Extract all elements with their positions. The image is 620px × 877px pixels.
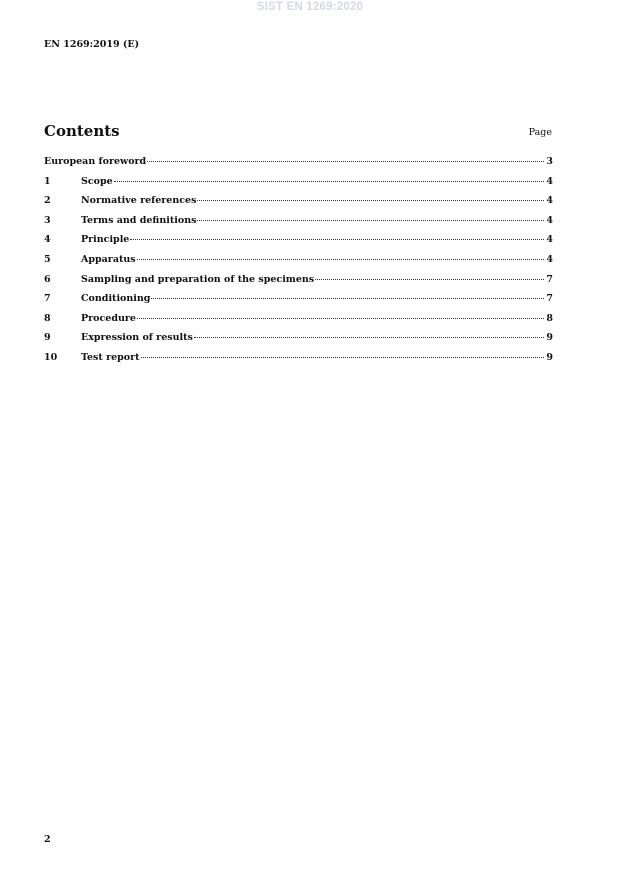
toc-entry-page: 9 [546, 332, 553, 344]
toc-leader-dots [114, 181, 545, 182]
watermark: SIST EN 1269:2020 [256, 1, 364, 13]
toc-entry-page: 4 [546, 175, 553, 187]
table-of-contents [44, 156, 553, 372]
toc-entry-page: 4 [546, 195, 553, 207]
toc-entry-sampling[interactable] [44, 274, 553, 294]
toc-entry-title: Terms and definitions [81, 214, 197, 226]
toc-leader-dots [194, 337, 545, 338]
toc-entry-number: 10 [44, 351, 58, 363]
page-number: 2 [44, 834, 51, 845]
toc-entry-title: Test report [81, 351, 140, 363]
contents-title: Contents [44, 122, 120, 140]
toc-leader-dots [130, 239, 544, 240]
toc-entry-number: 6 [44, 273, 51, 285]
toc-entry-page: 4 [546, 214, 553, 226]
toc-entry-test-report[interactable] [44, 352, 553, 372]
toc-leader-dots [137, 318, 544, 319]
toc-entry-number: 7 [44, 293, 51, 305]
toc-leader-dots [197, 220, 544, 221]
toc-entry-page: 7 [546, 293, 553, 305]
toc-entry-number: 5 [44, 253, 51, 265]
toc-entry-number: 9 [44, 332, 51, 344]
toc-entry-title: Scope [81, 175, 113, 187]
toc-entry-apparatus[interactable] [44, 254, 553, 274]
toc-leader-dots [315, 279, 544, 280]
toc-entry-title: Sampling and preparation of the specimens [81, 273, 315, 285]
toc-entry-number: 2 [44, 195, 51, 207]
toc-entry-title: Apparatus [81, 253, 136, 265]
toc-entry-title: Expression of results [81, 332, 193, 344]
toc-entry-number: 8 [44, 312, 51, 324]
toc-leader-dots [137, 259, 545, 260]
toc-entry-principle[interactable] [44, 234, 553, 254]
toc-entry-title: Principle [81, 234, 130, 246]
toc-entry-page: 8 [546, 312, 553, 324]
toc-entry-expression-of-results[interactable] [44, 332, 553, 352]
toc-leader-dots [197, 200, 544, 201]
toc-entry-title: Normative references [81, 195, 197, 207]
toc-leader-dots [147, 161, 544, 162]
toc-entry-page: 4 [546, 234, 553, 246]
page-column-label: Page [528, 127, 552, 138]
toc-entry-conditioning[interactable] [44, 293, 553, 313]
toc-entry-foreword[interactable] [44, 156, 553, 176]
toc-entry-number: 3 [44, 214, 51, 226]
toc-entry-page: 7 [546, 273, 553, 285]
document-header: EN 1269:2019 (E) [44, 39, 140, 50]
toc-entry-title: Procedure [81, 312, 136, 324]
toc-entry-title: European foreword [44, 156, 147, 167]
toc-entry-terms-definitions[interactable] [44, 215, 553, 235]
toc-entry-number: 4 [44, 234, 51, 246]
toc-leader-dots [151, 298, 544, 299]
toc-entry-procedure[interactable] [44, 313, 553, 333]
toc-entry-page: 3 [546, 156, 553, 167]
toc-entry-scope[interactable] [44, 176, 553, 196]
toc-entry-normative-references[interactable] [44, 195, 553, 215]
toc-leader-dots [141, 357, 545, 358]
toc-entry-number: 1 [44, 175, 51, 187]
toc-entry-page: 9 [546, 351, 553, 363]
toc-entry-page: 4 [546, 253, 553, 265]
toc-entry-title: Conditioning [81, 293, 151, 305]
